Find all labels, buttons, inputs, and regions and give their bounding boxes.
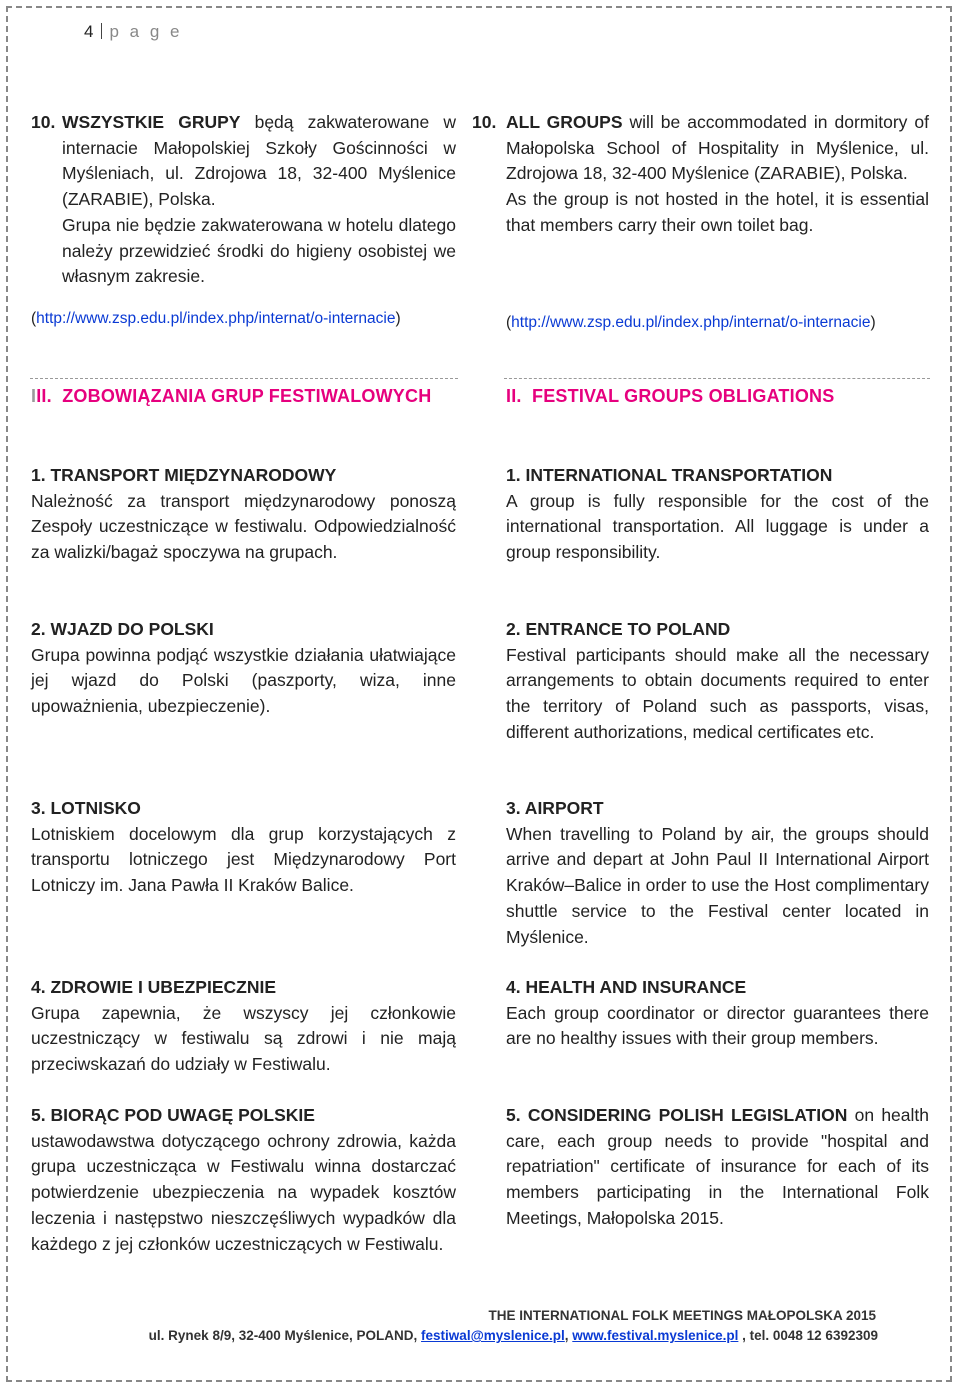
section2-left-title: ZOBOWIĄZANIA GRUP FESTIWALOWYCH [62,386,432,406]
section10-left-url-line: (http://www.zsp.edu.pl/index.php/internat/o-internacie) [31,310,401,327]
page-number [84,22,182,42]
section10-right-text2: As the group is not hosted in the hotel, it is essential that members carry their own toilet bag. [506,189,929,235]
footer-phone: , tel. 0048 12 6392309 [738,1328,878,1343]
section10-right-num: 10. [472,112,497,132]
item1-right [506,463,929,566]
section10-right-url-line: (http://www.zsp.edu.pl/index.php/internat/o-internacie) [506,314,876,331]
footer-contact: ul. Rynek 8/9, 32-400 Myślenice, POLAND, festiwal@myslenice.pl, www.festival.myslenice.pl , tel. 0048 12 6392309 [148,1328,878,1343]
section10-right-bold: ALL GROUPS [506,112,623,132]
item3-right-text: When travelling to Poland by air, the groups should arrive and depart at John Paul II International Airport Kraków–Balice in order to use the Host complimentary shuttle service to the Festival center located in Myślenice. [506,823,929,947]
section10-right [472,110,929,239]
item1-right-title: 1. INTERNATIONAL TRANSPORTATION [506,465,833,485]
item5-left-text: ustawodawstwa dotyczącego ochrony zdrowia, każda grupa uczestnicząca w Festiwalu winna dostarczać potwierdzenie ubezpieczenia na wypadek kosztów leczenia i następstwo nieszczęśliwych wypadków dla każdego z jej członków uczestniczących w Festiwalu. [31,1130,456,1254]
item3-right-title: 3. AIRPORT [506,798,604,818]
item4-left [31,975,456,1078]
item2-right-title: 2. ENTRANCE TO POLAND [506,619,731,639]
item4-left-title: 4. ZDROWIE I UBEZPIECZNIE [31,977,277,997]
item1-right-text: A group is fully responsible for the cost of the international transportation. All luggage is under a group responsibility. [506,490,929,563]
section10-left-bold: WSZYSTKIE GRUPY [62,112,241,132]
item5-right-text: on health care, each group needs to provide "hospital and repatriation" certificate of insurance for each of its members participating in the International Folk Meetings, Małopolska 2015. [506,1105,930,1228]
item5-right [506,1103,929,1232]
footer-title: THE INTERNATIONAL FOLK MEETINGS MAŁOPOLSKA 2015 [488,1308,876,1323]
item5-right-title: 5. CONSIDERING POLISH LEGISLATION [506,1105,848,1125]
item3-left-title: 3. LOTNISKO [31,798,141,818]
item1-left [31,463,456,566]
section10-left-text: będą zakwaterowane w internacie Małopolskiej Szkoły Gościnności w Myśleniach, ul. Zdrojowa 18, 32-400 Myślenice (ZARABIE), Polska. [62,112,456,210]
item5-left-title: 5. BIORĄC POD UWAGĘ POLSKIE [31,1105,315,1125]
item2-right [506,617,929,746]
section2-left-divider [30,378,458,379]
section10-left-num: 10. [31,112,56,132]
section10-right-url[interactable]: http://www.zsp.edu.pl/index.php/internat/o-internacie [511,314,871,331]
section10-left-url[interactable]: http://www.zsp.edu.pl/index.php/internat/o-internacie [36,310,396,327]
section2-right-title: FESTIVAL GROUPS OBLIGATIONS [532,386,835,406]
item4-right-text: Each group coordinator or director guarantees there are no healthy issues with their group members. [506,1002,929,1049]
footer-address: ul. Rynek 8/9, 32-400 Myślenice, POLAND, [148,1328,422,1343]
section10-left [31,110,456,290]
item3-left-text: Lotniskiem docelowym dla grup korzystających z transportu lotniczego jest Międzynarodowy Port Lotniczy im. Jana Pawła II Kraków Balice. [31,823,456,896]
item5-left [31,1103,456,1257]
item1-left-text: Należność za transport międzynarodowy ponoszą Zespoły uczestniczące w festiwalu. Odpowiedzialność za walizki/bagaż spoczywa na grupach. [31,490,456,563]
footer-email-link[interactable]: festiwal@myslenice.pl [421,1328,565,1343]
section2-left-heading: III. ZOBOWIĄZANIA GRUP FESTIWALOWYCH [31,386,432,406]
section2-right-divider [504,378,930,379]
item3-right [506,796,929,950]
footer-website-link[interactable]: www.festival.myslenice.pl [572,1328,739,1343]
section2-right-heading: II. FESTIVAL GROUPS OBLIGATIONS [506,386,835,406]
section10-left-text2: Grupa nie będzie zakwaterowana w hotelu dlatego należy przewidzieć środki do higieny osobistej we własnym zakresie. [62,214,456,287]
item3-left [31,796,456,899]
item2-left [31,617,456,720]
page-label: p a g e [109,22,183,41]
item4-left-text: Grupa zapewnia, że wszyscy jej członkowie uczestniczący w festiwalu są zdrowi i nie mają przeciwskazań do udziały w Festiwalu. [31,1002,456,1075]
section10-right-text: will be accommodated in dormitory of Małopolska School of Hospitality in Myślenice, ul. Zdrojowa 18, 32-400 Myślenice (ZARABIE), Polska. [506,112,929,184]
item1-left-title: 1. TRANSPORT MIĘDZYNARODOWY [31,465,337,485]
item2-right-text: Festival participants should make all the necessary arrangements to obtain documents required to enter the territory of Poland such as passports, visas, different authorizations, medical certificates etc. [506,644,929,742]
item2-left-text: Grupa powinna podjąć wszystkie działania ułatwiające jej wjazd do Polski (paszporty, wiza, inne upoważnienia, ubezpieczenie). [31,644,456,717]
item4-right-title: 4. HEALTH AND INSURANCE [506,977,747,997]
item2-left-title: 2. WJAZD DO POLSKI [31,619,214,639]
item4-right [506,975,929,1052]
page-number-value: 4 [84,22,94,41]
